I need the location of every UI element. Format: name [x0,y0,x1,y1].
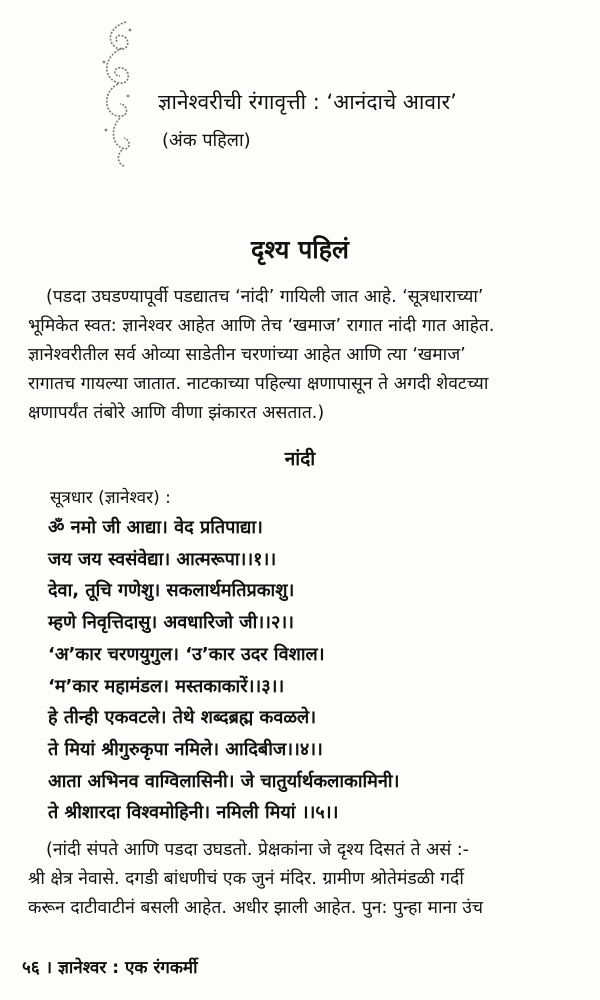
speaker-label: सूत्रधार (ज्ञानेश्वर) : [50,488,171,508]
chapter-title: ज्ञानेश्वरीची रंगावृत्ती : ‘आनंदाचे आवार’ [158,90,457,114]
verse-line: हे तीन्ही एकवटले। तेथे शब्दब्रह्म कवळले। [48,707,317,729]
paragraph-line: क्षणापर्यंत तंबोरे आणि वीणा झंकारत असतात.) [28,403,325,423]
paragraph-line: रागातच गायल्या जातात. नाटकाच्या पहिल्या क्षणापासून ते अगदी शेवटच्या [28,374,489,394]
chapter-subtitle: (अंक पहिला) [162,130,251,151]
floral-scroll-ornament-icon [92,18,138,168]
scene-title: दृश्य पहिलं [250,235,349,264]
verse-line: ते मियां श्रीगुरुकृपा नमिले। आदिबीज।।४।। [48,738,323,760]
paragraph-line: करून दाटीवाटीनं बसली आहेत. अधीर झाली आहेत. पुन: पुन्हा माना उंच [28,898,484,918]
scene-description-paragraph [28,836,580,923]
paragraph-line: (नांदी संपते आणि पडदा उघडतो. प्रेक्षकांना जे दृश्य दिसतं ते असं :- [46,840,469,860]
verse-line: देवा, तूचि गणेशु। सकलार्थमतिप्रकाशु। [48,580,295,602]
verse-line: ‘अ’कार चरणयुगुल। ‘उ’कार उदर विशाल। [48,643,325,665]
verse-line: ॐ नमो जी आद्या। वेद प्रतिपाद्या। [48,517,263,538]
verse-line: आता अभिनव वाग्विलासिनी। जे चातुर्यार्थकलाकामिनी। [48,770,400,792]
scene-intro-paragraph [28,283,580,428]
paragraph-line: भूमिकेत स्वत: ज्ञानेश्वर आहेत आणि तेच ‘खमाज’ रागात नांदी गात आहेत. [28,316,495,336]
verse-line: म्हणे निवृत्तिदासु। अवधारिजो जी।।२।। [48,612,294,634]
verse-block [48,512,399,829]
nandi-heading: नांदी [284,448,316,470]
paragraph-line: श्री क्षेत्र नेवासे. दगडी बांधणीचं एक जुनं मंदिर. ग्रामीण श्रोतेमंडळी गर्दी [28,869,464,889]
verse-line: ‘म’कार महामंडल। मस्तकाकारें।।३।। [48,675,285,697]
verse-line: जय जय स्वसंवेद्या। आत्मरूपा।।१।। [48,548,277,570]
paragraph-line: (पडदा उघडण्यापूर्वी पडद्यातच ‘नांदी’ गायिली जात आहे. ‘सूत्रधाराच्या’ [46,287,484,307]
page-footer: ५६ । ज्ञानेश्वर : एक रंगकर्मी [22,958,198,978]
paragraph-line: ज्ञानेश्वरीतील सर्व ओव्या साडेतीन चरणांच्या आहेत आणि त्या ‘खमाज’ [28,345,466,365]
verse-line: ते श्रीशारदा विश्वमोहिनी। नमिली मियां ।।५।। [48,802,339,824]
